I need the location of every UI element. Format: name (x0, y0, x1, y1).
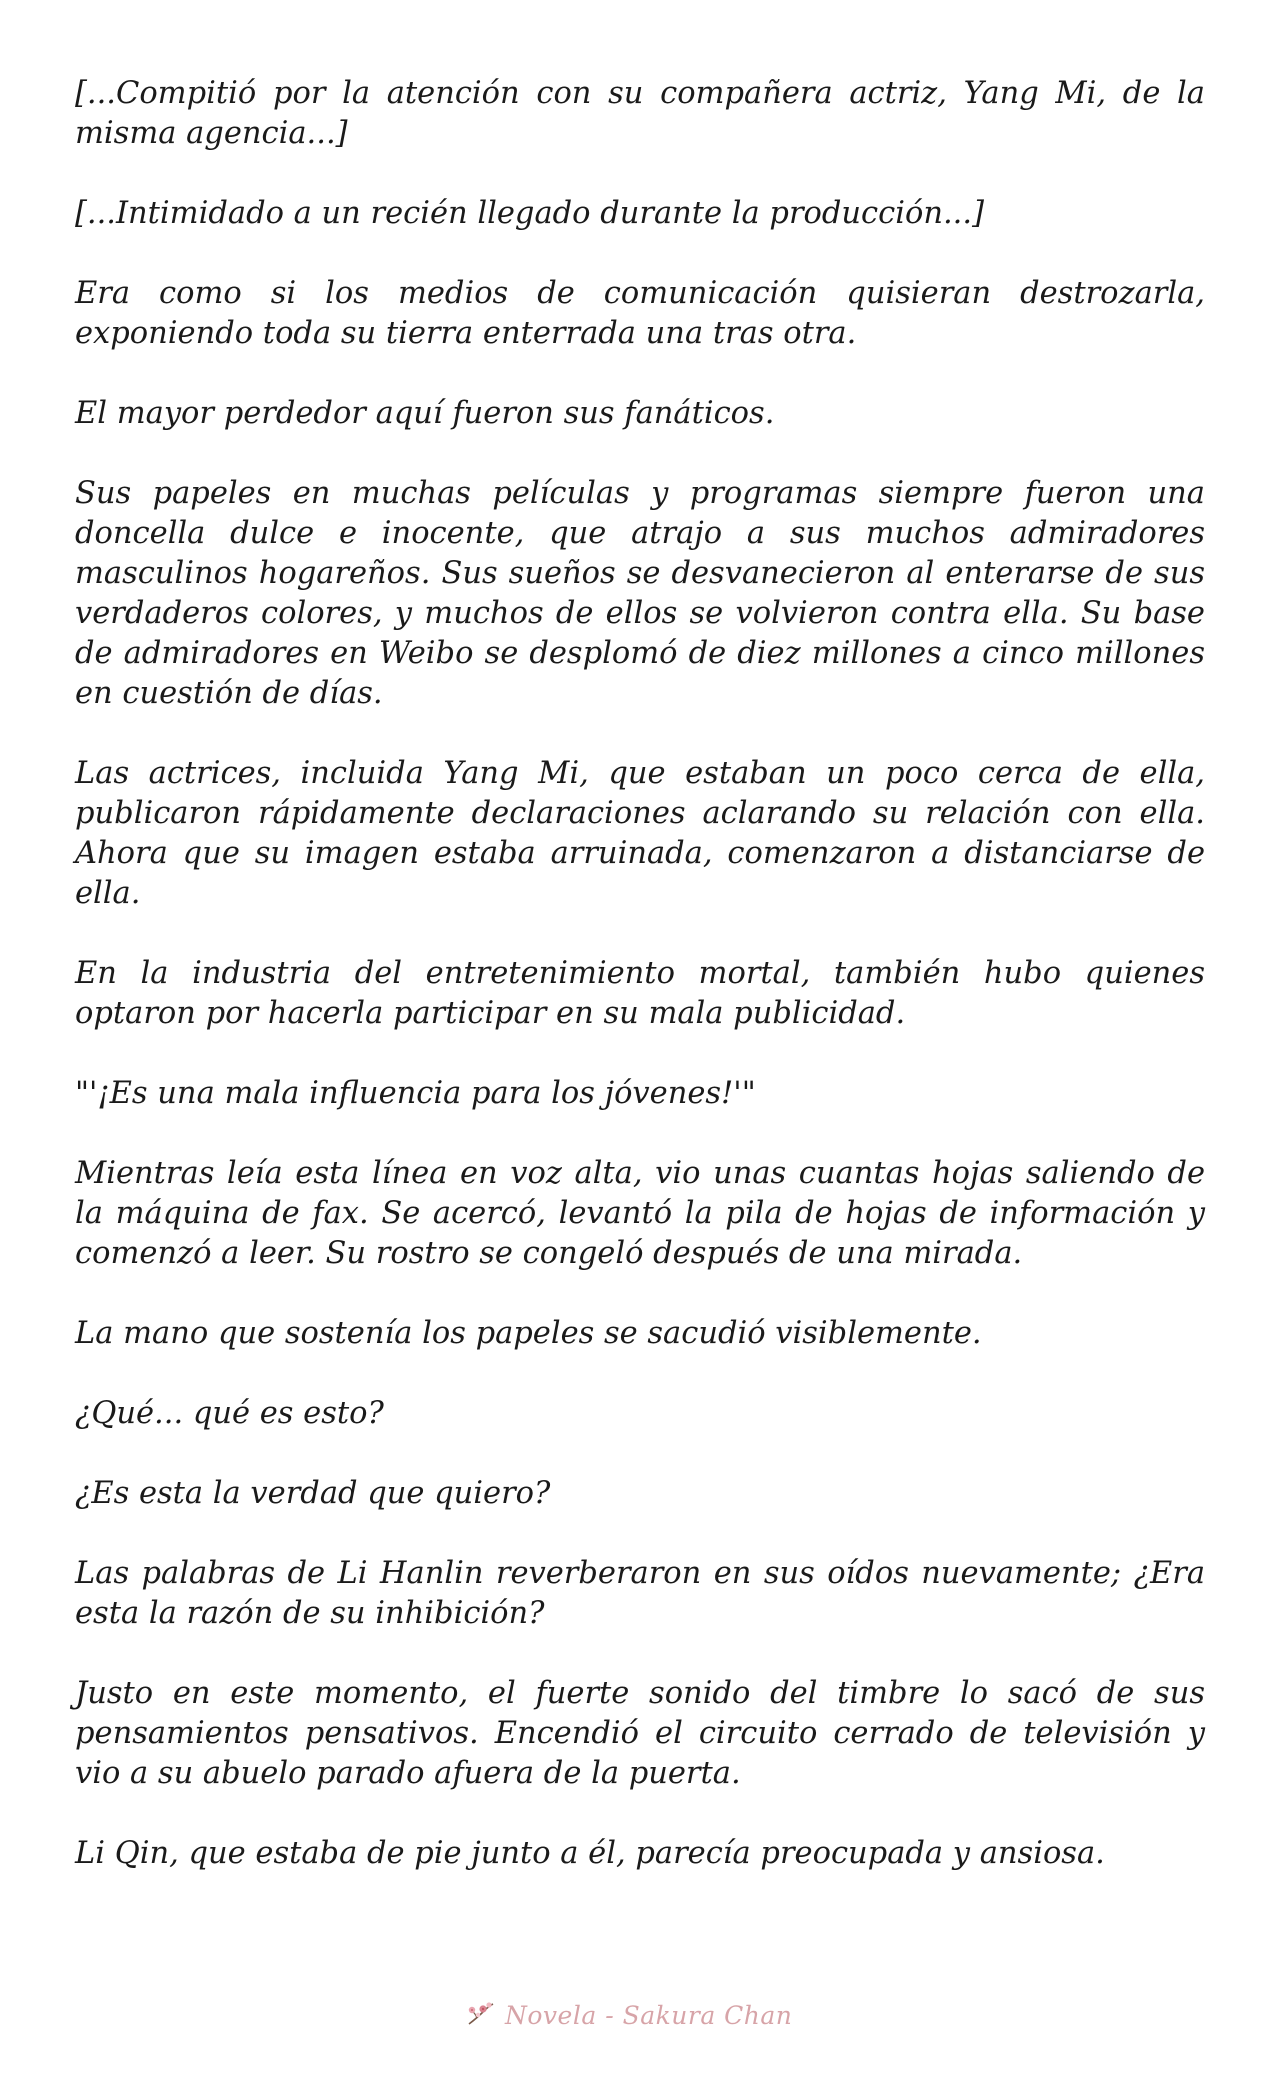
paragraph-12: ¿Es esta la verdad que quiero? (75, 1476, 551, 1511)
paragraph-14: Justo en este momento, el fuerte sonido del timbre lo sacó de sus pensamientos pensativos. Encendió el circuito cerrado de televisión y vio a su abuelo parado afuera de la puerta. (75, 1676, 1205, 1791)
paragraph-1: [...Compitió por la atención con su compañera actriz, Yang Mi, de la misma agencia...] (75, 76, 1205, 151)
paragraph-7: En la industria del entretenimiento mortal, también hubo quienes optaron por hacerla participar en su mala publicidad. (75, 956, 1205, 1031)
paragraph-8: "'¡Es una mala influencia para los jóvenes!'" (75, 1076, 756, 1111)
paragraph-10: La mano que sostenía los papeles se sacudió visiblemente. (75, 1316, 982, 1351)
watermark (463, 1990, 823, 2040)
watermark-text: Novela - Sakura Chan (505, 2000, 793, 2030)
paragraph-11: ¿Qué... qué es esto? (75, 1396, 384, 1431)
paragraph-13: Las palabras de Li Hanlin reverberaron en sus oídos nuevamente; ¿Era esta la razón de su inhibición? (75, 1556, 1205, 1631)
paragraph-4: El mayor perdedor aquí fueron sus fanáticos. (75, 396, 775, 431)
paragraph-9: Mientras leía esta línea en voz alta, vio unas cuantas hojas saliendo de la máquina de fax. Se acercó, levantó la pila de hojas de información y comenzó a leer. Su rostro se congeló después de una mirada. (75, 1156, 1205, 1271)
paragraph-15: Li Qin, que estaba de pie junto a él, parecía preocupada y ansiosa. (75, 1836, 1105, 1871)
chapter-text (75, 74, 1205, 1914)
paragraph-6: Las actrices, incluida Yang Mi, que estaban un poco cerca de ella, publicaron rápidamente declaraciones aclarando su relación con ella. Ahora que su imagen estaba arruinada, comenzaron a distanciarse de ella. (75, 756, 1205, 911)
paragraph-5: Sus papeles en muchas películas y programas siempre fueron una doncella dulce e inocente, que atrajo a sus muchos admiradores masculinos hogareños. Sus sueños se desvanecieron al enterarse de sus verdaderos colores, y muchos de ellos se volvieron contra ella. Su base de admiradores en Weibo se desplomó de diez millones a cinco millones en cuestión de días. (75, 476, 1205, 711)
paragraph-2: [...Intimidado a un recién llegado durante la producción...] (75, 196, 984, 231)
paragraph-3: Era como si los medios de comunicación quisieran destrozarla, exponiendo toda su tierra enterrada una tras otra. (75, 276, 1205, 351)
sakura-blossom-icon (463, 1998, 497, 2032)
